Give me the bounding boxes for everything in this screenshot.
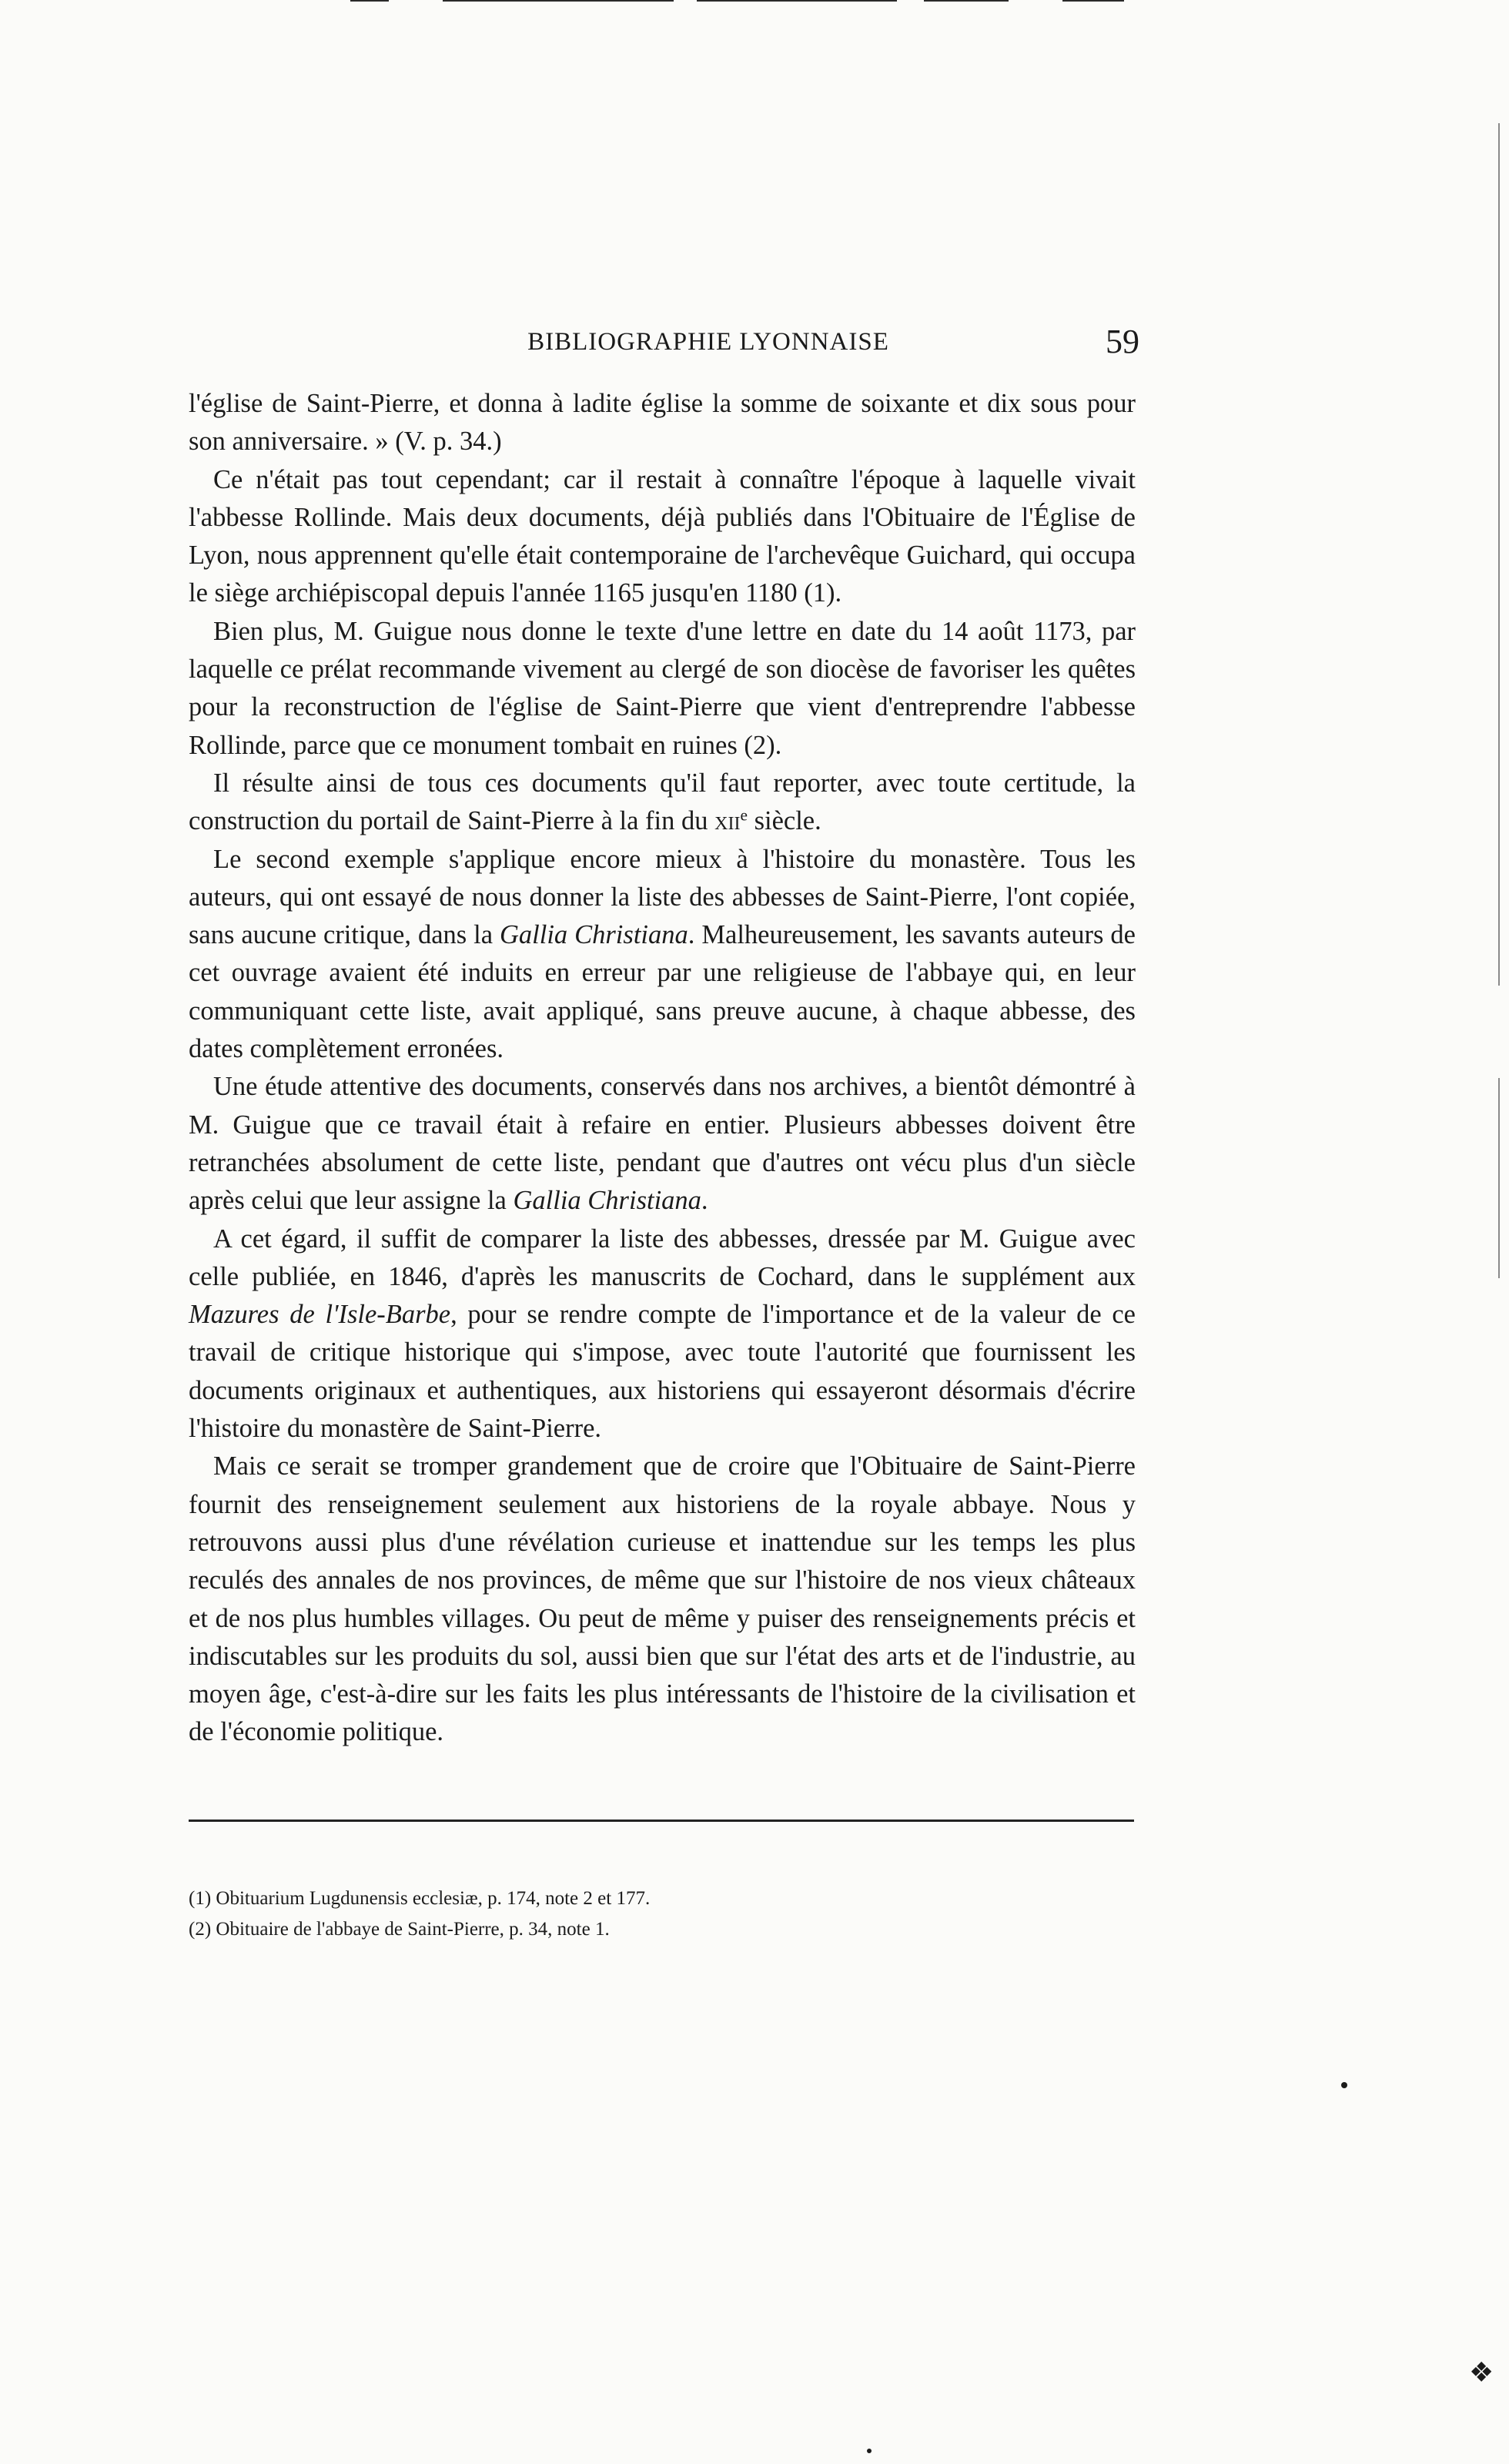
page-number: 59 <box>1106 323 1139 360</box>
page-edge-shadow <box>1498 123 1500 986</box>
book-title: Mazures de l'Isle-Barbe <box>189 1300 451 1330</box>
roman-numeral: xii <box>714 806 741 836</box>
paragraph: l'église de Saint-Pierre, et donna à ladite église la somme de soixante et dix sous pour son anniversaire. » (V. p. 34.) <box>189 389 1136 457</box>
ink-blot-mark: ❖ <box>1469 2357 1494 2388</box>
ink-speck <box>867 2449 872 2453</box>
page-header <box>185 322 1139 368</box>
footnote-text: Obituaire de l'abbaye de Saint-Pierre, p. 34, note 1. <box>216 1919 610 1940</box>
paragraph: Mais ce serait se tromper grandement que de croire que l'Obituaire de Saint-Pierre fournit des renseignement seulement aux historiens de la royale abbaye. Nous y retrouvons aussi plus d'une révélation curieuse et inattendue sur les temps les plus reculés des annales de nos provinces, de même que sur l'histoire de nos vieux châteaux et de nos plus humbles villages. Ou peut de même y puiser des renseignements précis et indiscutables sur les produits du sol, aussi bien que sur l'état des arts et de l'industrie, au moyen âge, c'est-à-dire sur les faits les plus intéressants de l'histoire de la civilisation et de l'économie politique. <box>189 1451 1136 1747</box>
footnote <box>189 1883 1136 1914</box>
top-edge-rule <box>697 0 897 2</box>
superscript: e <box>740 805 748 825</box>
page-edge-shadow <box>1498 1078 1500 1278</box>
top-edge-rule <box>924 0 1009 2</box>
top-edge-rule <box>1062 0 1124 2</box>
paragraph: A cet égard, il suffit de comparer la liste des abbesses, dressée par M. Guigue avec celle publiée, en 1846, d'après les manuscrits de Cochard, dans le supplément aux Mazures de l'Isle-Barbe, pour se rendre compte de l'importance et de la valeur de ce travail de critique historique qui s'impose, avec toute l'autorité que fournissent les documents originaux et authentiques, aux historiens qui essayeront désormais d'écrire l'histoire du monastère de Saint-Pierre. <box>189 1224 1136 1444</box>
body-text <box>189 385 1136 1752</box>
footnote-text: Obituarium Lugdunensis ecclesiæ, p. 174, note 2 et 177. <box>216 1888 651 1909</box>
paragraph: Ce n'était pas tout cependant; car il restait à connaître l'époque à laquelle vivait l'abbesse Rollinde. Mais deux documents, déjà publiés dans l'Obituaire de l'Église de Lyon, nous apprennent qu'elle était contemporaine de l'archevêque Guichard, qui occupa le siège archiépiscopal depuis l'année 1165 jusqu'en 1180 (1). <box>189 464 1136 608</box>
footnote-mark: (2) <box>189 1919 212 1940</box>
footnote <box>189 1914 1136 1945</box>
footnote-divider <box>189 1820 1134 1822</box>
footnote-mark: (1) <box>189 1888 212 1909</box>
top-edge-rule <box>443 0 674 2</box>
top-edge-rule <box>350 0 389 2</box>
ink-speck <box>1341 2082 1347 2088</box>
paragraph: Le second exemple s'applique encore mieux à l'histoire du monastère. Tous les auteurs, qui ont essayé de nous donner la liste des abbesses de Saint-Pierre, l'ont copiée, sans aucune critique, dans la Gallia Christiana. Malheureusement, les savants auteurs de cet ouvrage avaient été induits en erreur par une religieuse de l'abbaye qui, en leur communiquant cette liste, avait appliqué, sans preuve aucune, à chaque abbesse, des dates complètement erronées. <box>189 844 1136 1064</box>
paragraph: Bien plus, M. Guigue nous donne le texte d'une lettre en date du 14 août 1173, par laquelle ce prélat recommande vivement au clergé de son diocèse de favoriser les quêtes pour la reconstruction de l'église de Saint-Pierre que vient d'entreprendre l'abbesse Rollinde, parce que ce monument tombait en ruines (2). <box>189 616 1136 760</box>
book-title: Gallia Christiana <box>500 920 688 950</box>
paragraph: Une étude attentive des documents, conservés dans nos archives, a bientôt démontré à M. Guigue que ce travail était à refaire en entier. Plusieurs abbesses doivent être retranchées absolument de cette liste, pendant que d'autres ont vécu plus d'un siècle après celui que leur assigne la Gallia Christiana. <box>189 1072 1136 1216</box>
book-title: Gallia Christiana <box>513 1186 701 1216</box>
paragraph: Il résulte ainsi de tous ces documents qu'il faut reporter, avec toute certitude, la construction du portail de Saint-Pierre à la fin du xii$^e$ siècle. <box>189 768 1136 836</box>
running-title: BIBLIOGRAPHIE LYONNAISE <box>527 328 889 356</box>
footnotes <box>189 1883 1136 1945</box>
